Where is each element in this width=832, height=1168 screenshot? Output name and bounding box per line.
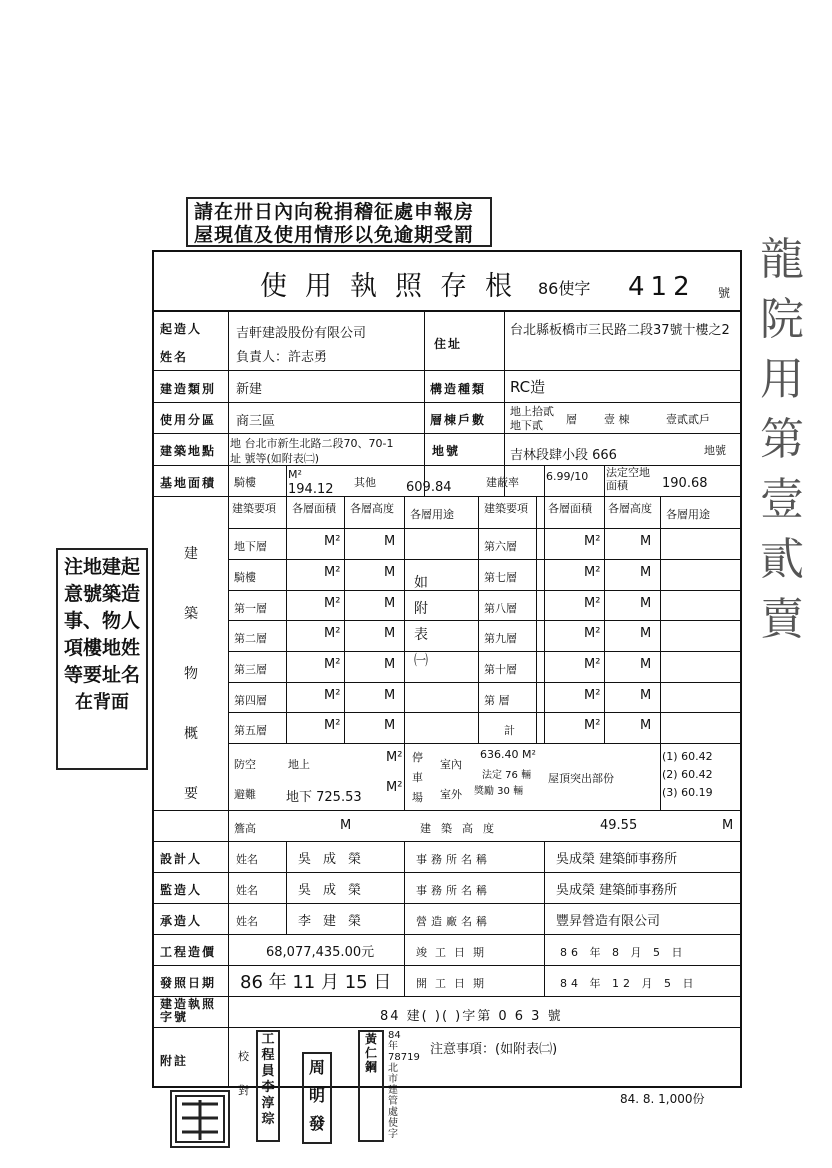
side-note-text: 注地建起意號築造事、物人項樓地姓等要址名 — [63, 556, 140, 686]
floor-right-3: 第八層 — [484, 602, 517, 615]
row-divider — [152, 934, 742, 935]
col-divider — [536, 496, 537, 743]
notice-line-1: 請在卅日內向稅捐稽征處申報房 — [194, 201, 475, 223]
floor-left-2: 騎樓 — [234, 571, 256, 584]
row-divider — [228, 528, 742, 529]
side-note-see: 在背面 — [75, 692, 129, 713]
land-suffix: 地號 — [704, 444, 726, 457]
designer-label: 設計人 — [160, 852, 203, 866]
shelter-below: 地下 725.53 — [286, 790, 362, 805]
form-footer: 84. 8. 1,000份 — [620, 1092, 705, 1106]
completion-label: 竣工日期 — [416, 946, 492, 959]
col-divider — [504, 312, 505, 496]
permit-suffix: 號 — [718, 286, 731, 300]
designer-name-label: 姓名 — [236, 853, 258, 866]
open-space-value: 190.68 — [662, 476, 708, 491]
floor-area-unit: M² — [324, 657, 341, 672]
shelter-label-1: 防空 — [234, 758, 256, 771]
contractor-label: 承造人 — [160, 914, 203, 928]
row-divider — [152, 496, 742, 497]
row-divider — [152, 433, 742, 434]
col-divider — [544, 465, 545, 743]
area-label: 基地面積 — [160, 476, 217, 490]
floor-area-unit: M² — [324, 534, 341, 549]
floor-height-unit: M — [384, 626, 396, 641]
applicant-rep: 負責人：許志勇 — [236, 350, 328, 365]
supervisor-label: 監造人 — [160, 883, 203, 897]
land-value: 吉林段肆小段 666 — [510, 448, 617, 463]
floor-area-header-2: 各層面積 — [548, 502, 592, 515]
site-label: 建築地點 — [160, 444, 217, 458]
floor-area-unit: M² — [324, 596, 341, 611]
applicant-name-label: 姓名 — [160, 350, 189, 364]
open-space-label: 法定空地面積 — [606, 466, 650, 492]
building-height-label: 建築高度 — [420, 822, 504, 835]
roof-projection-label: 屋頂突出部份 — [548, 772, 614, 785]
zone-value: 商三區 — [236, 414, 276, 429]
col-divider — [604, 465, 605, 743]
zone-label: 使用分區 — [160, 413, 217, 427]
roof-projection-2: (2) 60.42 — [662, 768, 713, 781]
cost-label: 工程造價 — [160, 945, 217, 959]
floor-left-5: 第三層 — [234, 663, 267, 676]
seal-graphic — [172, 1092, 228, 1146]
floor-height-unit: M — [640, 626, 652, 641]
floor-area-unit: M² — [324, 565, 341, 580]
permit-year: 86使字 — [538, 279, 591, 298]
shelter-label-2: 避難 — [234, 788, 256, 801]
row-divider — [228, 682, 742, 683]
shelter-above: 地上 — [288, 758, 310, 771]
arcade-label: 騎樓 — [234, 476, 256, 489]
row-divider — [152, 1027, 742, 1028]
col-divider — [404, 841, 405, 996]
notes-remark: 注意事項：(如附表㈡) — [430, 1042, 558, 1057]
floor-area-unit: M² — [324, 718, 341, 733]
build-type-label: 建造類別 — [160, 382, 217, 396]
applicant-label: 起造人 — [160, 322, 203, 336]
floor-right-7: 計 — [504, 724, 515, 737]
floor-left-7: 第五層 — [234, 724, 267, 737]
floor-use-header-2: 各層用途 — [666, 508, 710, 521]
row-divider — [228, 590, 742, 591]
chief-seal: 周明發 — [302, 1052, 332, 1144]
row-divider — [152, 965, 742, 966]
arcade-unit: M² — [288, 468, 302, 481]
building-height-value: 49.55 — [600, 818, 638, 833]
floor-left-1: 地下層 — [234, 540, 267, 553]
supervisor-name-label: 姓名 — [236, 884, 258, 897]
checker-label: 校對 — [238, 1050, 249, 1097]
issue-date: 86 年 11 月 15 日 — [240, 972, 392, 993]
floor-area-unit: M² — [584, 534, 601, 549]
cost-value: 68,077,435.00元 — [266, 945, 375, 960]
contractor-name: 李建榮 — [298, 914, 374, 929]
parking-indoor-value: 636.40 M² — [480, 748, 536, 761]
floor-height-unit: M — [640, 565, 652, 580]
notice-line-2: 屋現值及使用情形以免逾期受罰 — [194, 224, 475, 246]
other-label: 其他 — [354, 476, 376, 489]
issue-label: 發照日期 — [160, 976, 217, 990]
permit-ref: 84 建( )( )字第 0 6 3 號 — [380, 1009, 563, 1024]
floor-height-unit: M — [384, 718, 396, 733]
form-title-row — [152, 250, 742, 312]
floor-height-unit: M — [384, 596, 396, 611]
coverage-value: 6.99/10 — [546, 470, 589, 483]
coverage-label: 建蔽率 — [486, 476, 519, 489]
office-seal — [170, 1090, 230, 1148]
supervisor-firm: 吳成榮 建築師事務所 — [556, 883, 678, 898]
section-label-1: 建 — [184, 546, 198, 562]
floor-use-note: 如附表㈠ — [414, 575, 428, 669]
floor-height-unit: M — [384, 565, 396, 580]
start-label: 開工日期 — [416, 977, 492, 990]
floor-item-header-2: 建築要項 — [484, 502, 528, 515]
site-address: 地 台北市新生北路二段70、70-1 — [230, 437, 394, 450]
start-date: 84 年 12 月 5 日 — [560, 977, 698, 990]
row-divider — [152, 402, 742, 403]
floor-area-unit: M² — [584, 688, 601, 703]
row-divider — [152, 841, 742, 842]
page-title: 使用執照存根 — [260, 271, 530, 302]
floor-item-header: 建築要項 — [232, 502, 276, 515]
col-divider — [478, 496, 479, 743]
col-divider — [344, 496, 345, 743]
floor-height-unit: M — [384, 534, 396, 549]
floor-right-6: 第 層 — [484, 694, 510, 707]
row-divider — [152, 996, 742, 997]
parking-outdoor-label: 室外 — [440, 788, 462, 801]
arcade-value: 194.12 — [288, 482, 334, 497]
section-label-2: 築 — [184, 606, 198, 622]
unit-count: 壹貳貳戶 — [666, 413, 710, 426]
floor-left-3: 第一層 — [234, 602, 267, 615]
permit-number: 412 — [628, 272, 696, 302]
site-address-2: 址 號等(如附表㈡) — [230, 452, 320, 465]
section-label-4: 概 — [184, 726, 198, 742]
floor-height-unit: M — [640, 688, 652, 703]
row-divider — [228, 743, 742, 744]
bleed-through-characters: 龍院用第壹貳賣 — [760, 234, 804, 645]
floor-area-unit: M² — [324, 688, 341, 703]
floor-area-unit: M² — [584, 565, 601, 580]
director-seal: 黃仁鋼 — [358, 1030, 384, 1142]
eave-height-unit: M — [340, 818, 352, 833]
roof-projection-3: (3) 60.19 — [662, 786, 713, 799]
section-label-3: 物 — [184, 666, 198, 682]
col-divider — [228, 312, 229, 1088]
row-divider — [152, 903, 742, 904]
applicant-address: 台北縣板橋市三民路二段37號十樓之2 — [510, 323, 730, 338]
engineer-seal: 工程員 李淳琮 — [256, 1030, 280, 1142]
build-type-value: 新建 — [236, 382, 263, 397]
shelter-unit: M² — [386, 750, 403, 765]
completion-date: 86 年 8 月 5 日 — [560, 946, 687, 959]
row-divider — [152, 810, 742, 811]
col-divider — [660, 496, 661, 810]
structure-value: RC造 — [510, 378, 546, 396]
parking-indoor-label: 室內 — [440, 758, 462, 771]
floor-area-header: 各層面積 — [292, 502, 336, 515]
floor-area-unit: M² — [584, 718, 601, 733]
floor-area-unit: M² — [584, 657, 601, 672]
floor-height-unit: M — [640, 534, 652, 549]
floor-left-4: 第二層 — [234, 632, 267, 645]
row-divider — [152, 872, 742, 873]
floor-height-header: 各層高度 — [350, 502, 394, 515]
shelter-unit-2: M² — [386, 780, 403, 795]
applicant-company: 吉軒建設股份有限公司 — [236, 326, 367, 341]
supervisor-firm-label: 事務所名稱 — [416, 884, 491, 897]
parking-outdoor-note: 獎勵 30 輛 — [474, 786, 524, 797]
floor-height-unit: M — [384, 657, 396, 672]
floor-height-unit: M — [640, 596, 652, 611]
other-value: 609.84 — [406, 480, 452, 495]
contractor-firm-label: 營造廠名稱 — [416, 915, 491, 928]
floor-right-4: 第九層 — [484, 632, 517, 645]
floor-height-unit: M — [640, 718, 652, 733]
col-divider — [404, 496, 405, 810]
floor-height-header-2: 各層高度 — [608, 502, 652, 515]
supervisor-name: 吳成榮 — [298, 883, 374, 898]
floor-height-unit: M — [640, 657, 652, 672]
col-divider — [424, 312, 425, 496]
row-divider — [228, 712, 742, 713]
row-divider — [228, 620, 742, 621]
col-divider — [286, 841, 287, 934]
permit-label: 建造執照字號 — [160, 997, 217, 1024]
floor-height-unit: M — [384, 688, 396, 703]
floor-use-header: 各層用途 — [410, 508, 454, 521]
address-label: 住址 — [434, 337, 463, 351]
floor-right-1: 第六層 — [484, 540, 517, 553]
reference-stamp: 84年78719 北市建管處使字 — [388, 1030, 420, 1140]
tax-notice-stamp — [186, 197, 492, 247]
floor-left-6: 第四層 — [234, 694, 267, 707]
row-divider — [228, 651, 742, 652]
row-divider — [152, 370, 742, 371]
eave-height-label: 簷高 — [234, 822, 256, 835]
designer-firm-label: 事務所名稱 — [416, 853, 491, 866]
floors-below: 地下貳 — [510, 419, 543, 432]
contractor-firm: 豐昇營造有限公司 — [556, 914, 661, 929]
structure-label: 構造種類 — [430, 382, 487, 396]
floor-right-5: 第十層 — [484, 663, 517, 676]
contractor-name-label: 姓名 — [236, 915, 258, 928]
section-label-5: 要 — [184, 786, 198, 802]
building-count: 壹 棟 — [604, 413, 630, 426]
floor-area-unit: M² — [324, 626, 341, 641]
roof-projection-1: (1) 60.42 — [662, 750, 713, 763]
floor-unit: 層 — [566, 413, 577, 426]
land-label: 地號 — [432, 444, 461, 458]
floor-area-unit: M² — [584, 626, 601, 641]
building-height-unit: M — [722, 818, 734, 833]
floors-above: 地上拾貳 — [510, 405, 554, 418]
designer-name: 吳成榮 — [298, 852, 374, 867]
designer-firm: 吳成榮 建築師事務所 — [556, 852, 678, 867]
notes-label: 附註 — [160, 1054, 189, 1068]
floor-area-unit: M² — [584, 596, 601, 611]
floor-right-2: 第七層 — [484, 571, 517, 584]
floors-count-label: 層棟戶數 — [430, 413, 487, 427]
parking-indoor-note: 法定 76 輛 — [482, 770, 532, 781]
parking-label: 停車場 — [412, 751, 423, 804]
col-divider — [286, 496, 287, 743]
col-divider — [286, 465, 287, 496]
col-divider — [544, 841, 545, 996]
row-divider — [228, 559, 742, 560]
side-note-stamp — [56, 548, 148, 770]
